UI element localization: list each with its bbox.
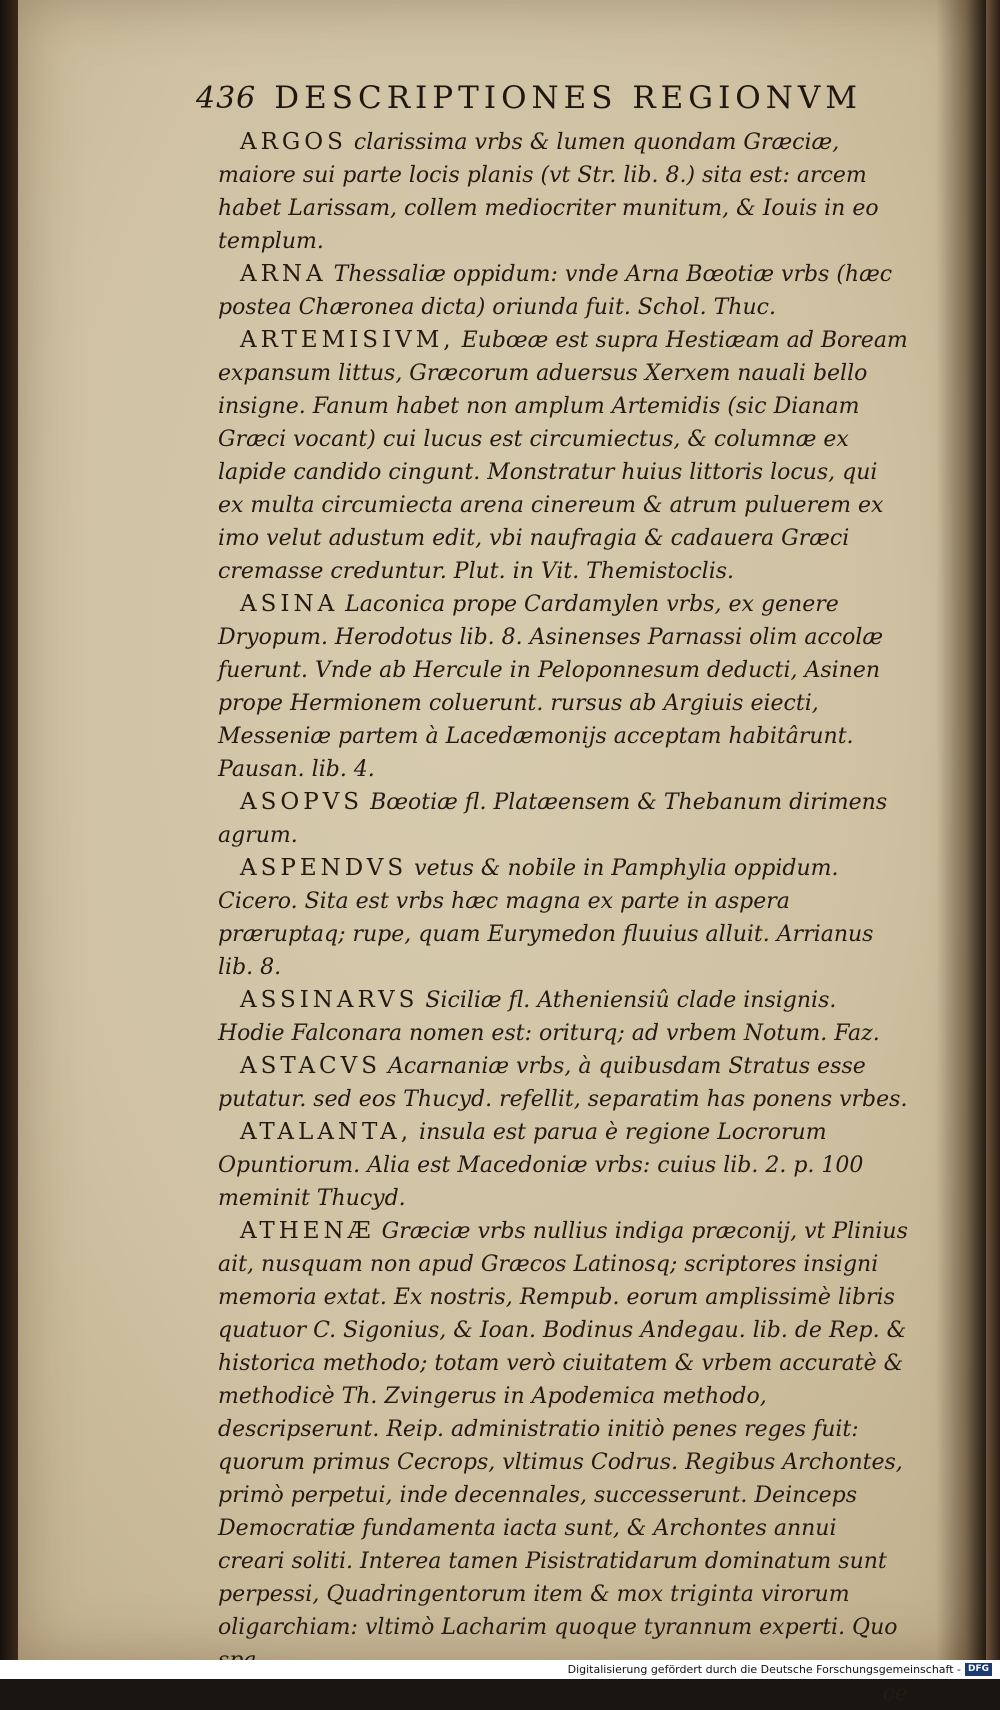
entry-text: vetus & nobile in Pamphylia oppidum. Cicero. Sita est vrbs hæc magna ex parte in aspera præruptaq; rupe, quam Eurymedon fluuius alluit. Arrianus lib. 8. <box>218 856 874 980</box>
headword: ATHENÆ <box>240 1218 375 1244</box>
entry-text: clarissima vrbs & lumen quondam Græciæ, maiore sui parte locis planis (vt Str. lib. 8.) sita est: arcem habet Larissam, collem mediocriter munitum, & Iouis in eo templum. <box>218 130 879 254</box>
entry-text: Eubœæ est supra Hestiæam ad Boream expansum littus, Græcorum aduersus Xerxem nauali bello insigne. Fanum habet non amplum Artemidis (sic Dianam Græci vocant) cui lucus est circumiectus, & columnæ ex lapide candido cingunt. Monstratur huius littoris locus, qui ex multa circumiecta arena cinereum & atrum puluerem ex imo velut adustum edit, vbi naufragia & cadauera Græci cremasse creduntur. Plut. in Vit. Themistoclis. <box>218 328 908 584</box>
entry-astacus <box>218 1050 908 1116</box>
entry-text: Bœotiæ fl. Platæensem & Thebanum dirimens agrum. <box>218 790 888 848</box>
headword: ATALANTA, <box>240 1119 413 1145</box>
footer-text: Digitalisierung gefördert durch die Deutsche Forschungsgemeinschaft - <box>567 1663 961 1676</box>
entry-atalanta <box>218 1116 908 1215</box>
headword: ARGOS <box>240 129 347 155</box>
text-body <box>218 126 908 1710</box>
entry-text: Thessaliæ oppidum: vnde Arna Bœotiæ vrbs (hæc postea Chæronea dicta) oriunda fuit. Schol. Thuc. <box>218 262 893 320</box>
headword: ASSINARVS <box>240 987 419 1013</box>
digitization-footer <box>0 1660 1000 1679</box>
running-title: DESCRIPTIONES REGIONVM <box>274 80 862 116</box>
entry-text: insula est parua è regione Locrorum Opuntiorum. Alia est Macedoniæ vrbs: cuius lib. 2. p. 100 meminit Thucyd. <box>218 1120 864 1211</box>
entry-arna <box>218 258 908 324</box>
entry-assinarus <box>218 984 908 1050</box>
entry-asina <box>218 588 908 786</box>
headword: ASPENDVS <box>240 855 408 881</box>
headword: ARNA <box>240 261 327 287</box>
headword: ASINA <box>240 591 339 617</box>
entry-athenae <box>218 1215 908 1677</box>
headword: ARTEMISIVM, <box>240 327 455 353</box>
entry-artemisium <box>218 324 908 588</box>
headword: ASTACVS <box>240 1053 382 1079</box>
entry-argos <box>218 126 908 258</box>
headword: ASOPVS <box>240 789 364 815</box>
book-binding <box>0 0 18 1660</box>
dfg-logo: DFG <box>965 1663 992 1676</box>
entry-text: Laconica prope Cardamylen vrbs, ex genere Dryopum. Herodotus lib. 8. Asinenses Parnassi olim accolæ fuerunt. Vnde ab Hercule in Peloponnesum deducti, Asinen prope Hermionem coluerunt. rursus ab Argiuis eiecti, Messeniæ partem à Lacedæmonijs acceptam habitârunt. Pausan. lib. 4. <box>218 592 884 782</box>
entry-text: Græciæ vrbs nullius indiga præconij, vt Plinius ait, nusquam non apud Græcos Latinosq; scriptores insigni memoria extat. Ex nostris, Rempub. eorum amplissimè libris quatuor C. Sigonius, & Ioan. Bodinus Andegau. lib. de Rep. & historica methodo; totam verò ciuitatem & vrbem accuratè & methodicè Th. Zvingerus in Apodemica methodo, descripserunt. Reip. administratio initiò penes reges fuit: quorum primus Cecrops, vltimus Codrus. Regibus Archontes, primò perpetui, inde decennales, successerunt. Deinceps Democratiæ fundamenta iacta sunt, & Archontes annui creari soliti. Interea tamen Pisistratidarum dominatum sunt perpessi, Quadringentorum item & mox triginta virorum oligarchiam: vltimò Lacharim quoque tyrannum experti. Quo <box>218 1219 908 1640</box>
entry-asopus <box>218 786 908 852</box>
entry-text: Siciliæ fl. Atheniensiû clade insignis. Hodie Falconara nomen est: oriturq; ad vrbem Notum. Faz. <box>218 988 880 1046</box>
page-number: 436 <box>196 81 257 116</box>
entry-text: Acarnaniæ vrbs, à quibusdam Stratus esse putatur. sed eos Thucyd. refellit, separatim has ponens vrbes. <box>218 1054 908 1112</box>
page-edge-shadow <box>936 0 986 1660</box>
catchword: ce <box>882 1681 908 1706</box>
entry-aspendus <box>218 852 908 984</box>
page-header <box>196 80 896 130</box>
